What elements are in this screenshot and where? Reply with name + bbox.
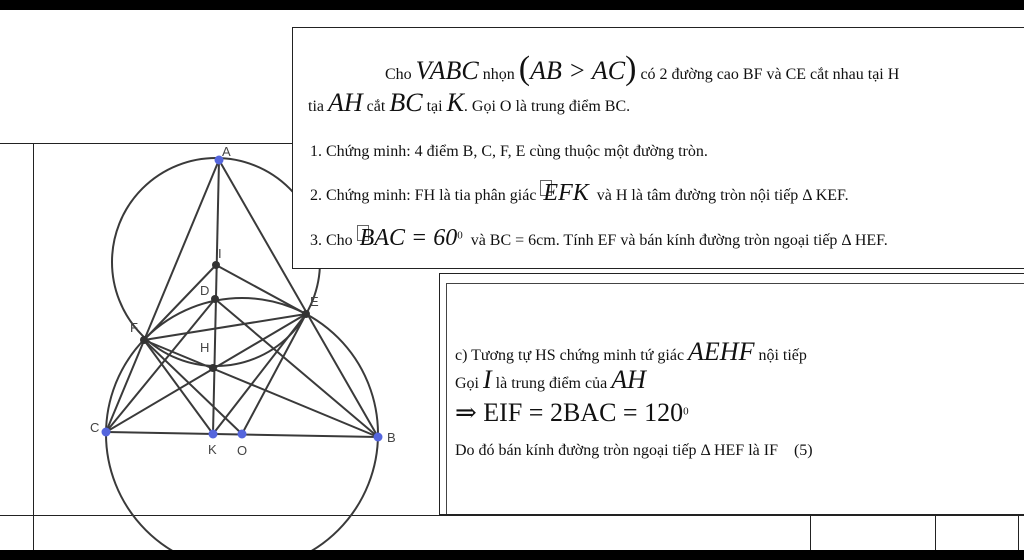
point-c-label: C — [90, 420, 100, 435]
point-h-label: H — [200, 340, 210, 355]
math-eif: ⇒ EIF = 2BAC = 120 — [455, 398, 684, 427]
math-i: I — [483, 365, 492, 394]
text-intro-rest1: có 2 đường cao BF và CE cắt nhau tại H — [640, 66, 900, 83]
text-cho: Cho — [385, 66, 412, 83]
point-k-label: K — [208, 442, 217, 457]
text-cat: cắt — [366, 98, 386, 115]
degree-sup-2: 0 — [683, 405, 689, 418]
problem-item-3 — [310, 225, 888, 252]
math-triangle: VABC — [415, 56, 479, 85]
problem-intro-line2 — [308, 88, 630, 118]
sol4-text-a: Do đó bán kính đường tròn ngoại tiếp — [455, 442, 697, 459]
item3-text-a: 3. Cho — [310, 232, 353, 249]
sol1-text-c: nội tiếp — [758, 347, 807, 364]
sol4-text-c: là IF — [748, 442, 778, 459]
math-angle-efk: EFK — [543, 180, 589, 206]
math-ah-2: AH — [611, 365, 646, 394]
degree-sup: 0 — [457, 229, 463, 242]
point-a-label: A — [222, 144, 231, 159]
solution-line-2 — [455, 365, 646, 395]
bottom-black-bar — [0, 550, 1024, 560]
item2-text-a: 2. Chứng minh: FH là tia phân giác — [310, 187, 537, 204]
solution-line-4 — [455, 442, 813, 460]
problem-item-1: 1. Chứng minh: 4 điểm B, C, F, E cùng thuộc một đường tròn. — [310, 143, 708, 160]
sol1-text-a: c) Tương tự HS chứng minh tứ giác — [455, 347, 685, 364]
sol2-text-a: Gọi — [455, 375, 479, 392]
text-tia: tia — [308, 98, 324, 115]
solution-line-1 — [455, 337, 807, 367]
sol2-text-c: là trung điểm của — [495, 375, 608, 392]
text-tai: tại — [426, 98, 443, 115]
math-aehf: AEHF — [688, 337, 755, 366]
item2-text-b: và H là tâm đường tròn nội tiếp — [596, 187, 799, 204]
sol4-text-d: (5) — [793, 442, 813, 459]
text-nhon: nhọn — [482, 66, 515, 83]
point-d-label: D — [200, 283, 210, 298]
point-i-label: I — [218, 246, 222, 261]
math-ah: AH — [328, 88, 363, 117]
item3-text-c: Δ HEF. — [841, 232, 888, 249]
math-angle-bac: BAC = 60 — [359, 225, 458, 251]
point-o-label: O — [237, 443, 248, 458]
problem-item-2 — [310, 180, 849, 207]
solution-line-3 — [455, 398, 689, 428]
text-intro-rest2: . Gọi O là trung điểm BC. — [463, 98, 631, 115]
problem-intro-line1: Cho VABC nhọn (AB > AC) có 2 đường cao BF và CE cắt nhau tại H — [385, 50, 900, 87]
sol4-text-b: Δ HEF — [700, 442, 745, 459]
item3-text-b: và BC = 6cm. Tính EF và bán kính đường tròn ngoại tiếp — [470, 232, 838, 249]
point-e-label: E — [310, 294, 319, 309]
point-f-label: F — [130, 320, 138, 335]
math-condition: AB > AC — [530, 56, 626, 85]
point-b-label: B — [387, 430, 396, 445]
item2-text-c: Δ KEF. — [802, 187, 849, 204]
math-k: K — [446, 88, 464, 117]
math-bc: BC — [389, 88, 423, 117]
